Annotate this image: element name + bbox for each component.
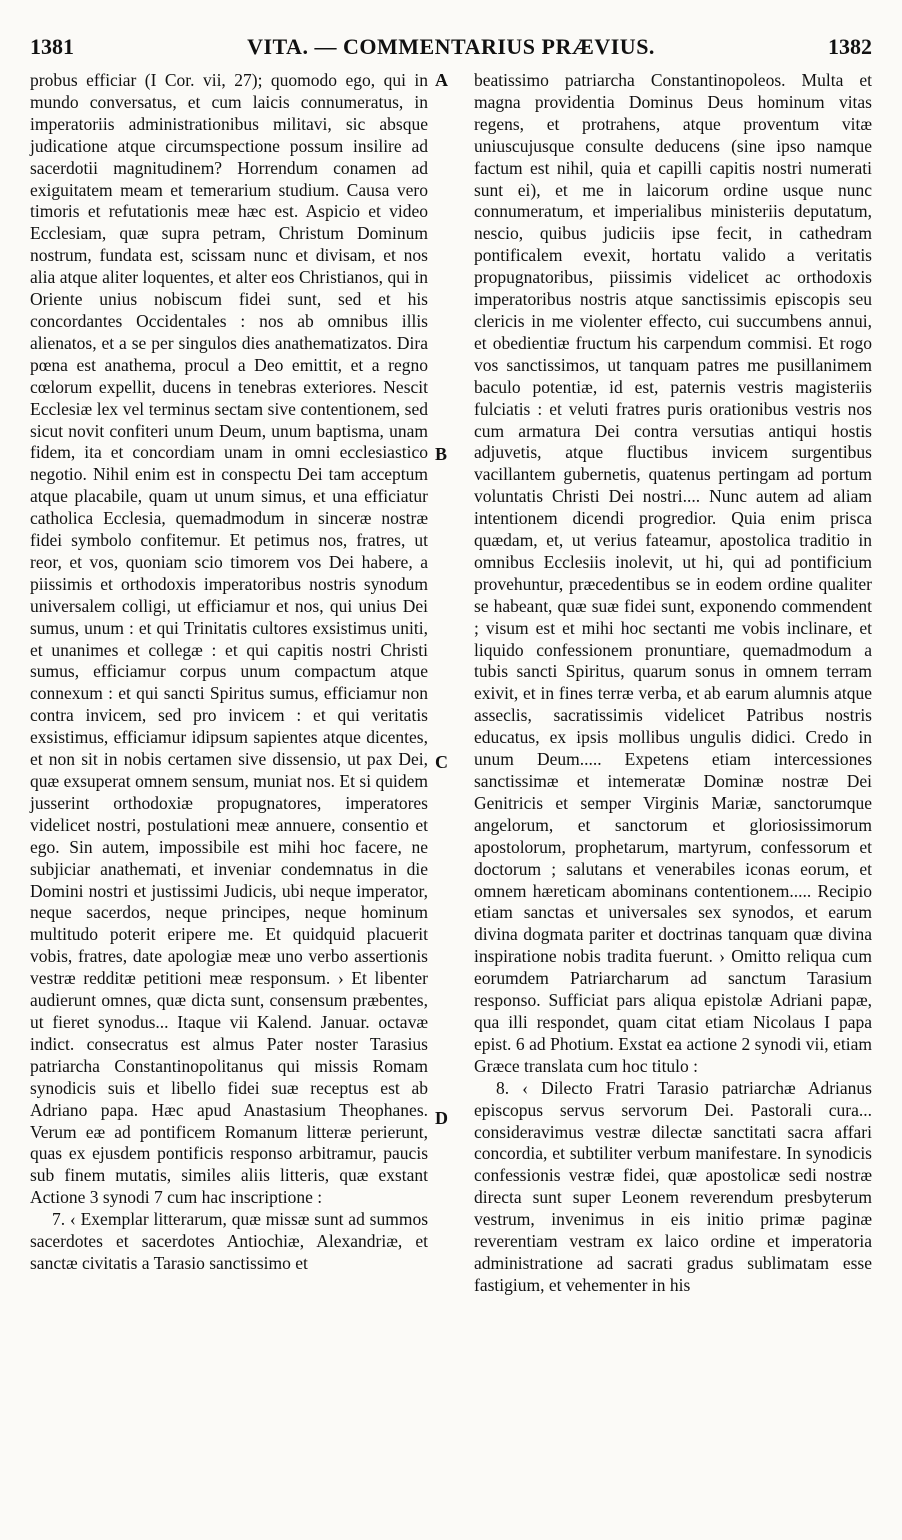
page-number-right: 1382 [828,34,872,59]
left-paragraph: 7. ‹ Exemplar litterarum, quæ missæ sunt ad summos sacerdotes et sacerdotes Antiochiæ, Alexandriæ, et sanctæ civitatis a Tarasio sanctissimo et [30,1209,428,1273]
right-paragraph: 8. ‹ Dilecto Fratri Tarasio patriarchæ Adrianus episcopus servus servorum Dei. Pastorali cura... consideravimus vestræ dilectæ sanctitati sacra affari concordia, et subtiliter verbum manifestare. In synodicis confessionis vestræ fidei, quæ apostolicæ sedi nostræ directa sunt super Leonem reverendum presbyterum vestrum, invenimus in eis initio primæ paginæ reverentiam vestram ex laico ordine et imperatoria administratione ad sacrati gradus sublimatam esse fastigium, et vehementer in his [474,1077,872,1295]
margin-marker-b: B [435,444,448,464]
left-paragraph: probus efficiar (I Cor. vii, 27); quomodo ego, qui in mundo conversatus, et cum laicis connumeratus, in imperatoriis administrationibus militavi, sic absque judicatione atque circumspectione possum insilire ad sacerdotii magnitudinem? Horrendum conamen ad exiguitatem meam et temerarium studium. Causa vero timoris et refutationis meæ hæc est. Aspicio et video Ecclesiam, quæ supra petram, Christum Dominum nostrum, fundata est, scissam nunc et divisam, et nos alia atque aliter loquentes, et alter eos Christianos, qui in Oriente unius nobiscum fidei sunt, sed et his concordantes Occidentales : nos ab omnibus illis alienatos, et a se per singulos dies anathematizatos. Dira pœna est anathema, procul a Deo emittit, et a regno cœlorum expellit, ducens in tenebras exteriores. Nescit Ecclesiæ lex vel terminus sectam sive contentionem, sed sicut novit confiteri unum Deum, unum baptisma, unam fidem, ita et concordiam unam in omni ecclesiastico negotio. Nihil enim est in conspectu Dei tam acceptum atque placabile, quam ut unum simus, et una efficiatur catholica Ecclesia, quemadmodum in sinceræ nostræ fidei symbolo confitemur. Et petimus nos, fratres, ut reor, et vos, quoniam scio timorem vos Dei habere, a piissimis et orthodoxis imperatoribus nostris synodum universalem colligi, ut efficiamur et nos, qui unius Dei sumus, unum : et qui Trinitatis cultores exsistimus uniti, et unanimes et collegæ : et qui capitis nostri Christi sumus, efficiamur corpus unum compactum atque connexum : et qui sancti Spiritus sumus, efficiamur non contra invicem, sed pro invicem : et qui veritatis exsistimus, efficiamur idipsum sapientes atque dicentes, et non sit in nobis certamen sive dissensio, ut pax Dei, quæ exsuperat omnem sensum, muniat nos. Et si quidem jusserint orthodoxiæ propugnatores, imperatores videlicet nostri, postulationi meæ annuere, consentio et ego. Sin autem, impossibile est mihi hoc facere, ne subjiciar anathemati, et inveniar condemnatus in die Domini nostri et justissimi Judicis, ubi neque imperator, neque sacerdos, neque principes, neque hominum multitudo poterit eripere me. Et quidquid placuerit vobis, fratres, date apologiæ meæ uno verbo assertionis vestræ redditæ petitioni meæ responsum. › Et libenter audierunt omnes, quæ dicta sunt, consensum præbentes, ut fieret synodus... Itaque vii Kalend. Januar. octavæ indict. consecratus est almus Pater noster Tarasius patriarcha Constantinopolitanus qui missis Romam synodicis suis et libello fidei suæ receptus est ab Adriano papa. Hæc apud Anastasium Theophanes. Verum eæ ad pontificem Romanum litteræ perierunt, quas ex ejusdem pontificis responso arbitramur, paucis sub finem mutatis, similes aliis litteris, quæ exstant Actione 3 synodi 7 cum hac inscriptione : [30,70,428,1208]
running-title: VITA. — COMMENTARIUS PRÆVIUS. [247,34,655,59]
margin-marker-c: C [435,752,448,772]
margin-marker-d: D [435,1108,448,1128]
left-column [30,70,428,1297]
margin-marker-a: A [435,70,448,90]
right-paragraph: beatissimo patriarcha Constantinopoleos. Multa et magna providentia Dominus Deus hominum vitas regens, et protrahens, atque proventum vitæ uniuscujusque consulte deducens (sine ipso namque factum est nihil, quia et capilli capitis nostri numerati sunt ei), et me in laicorum ordine usque nunc connumeratum, et imperialibus ministeriis deputatum, nescio, quibus judiciis ipse fecit, in cathedram pontificalem evexit, hortatu valido a veritatis propugnatoribus, piissimis videlicet ac orthodoxis imperatoribus nostris atque sanctissimis episcopis seu clericis in me violenter effecto, cui succumbens annui, et obedientiæ fructum his carpendum commisi. Et rogo vos sanctissimos, ut tanquam patres me pusillanimem baculo potentiæ, id est, paternis vestris magisteriis fulciatis : et veluti fratres puris orationibus vestris nos cum armatura Dei contra versutias antiqui hostis adjuvetis, atque fluctibus invicem surgentibus vacillantem gubernetis, quatenus pertingam ad portum voluntatis Christi Dei nostri.... Nunc autem ad aliam intentionem dicendi progredior. Quia enim prisca quædam, et, ut verius fateamur, apostolica traditio in omnibus Ecclesiis inolevit, ut hi, qui ad pontificium provehuntur, præcedentibus se in eodem ordine qualiter se habeant, quæ suæ fidei sunt, exponendo commendent ; visum est et mihi hoc sectanti me vobis inclinare, et liquido confessionem pronuntiare, quemadmodum a tubis sancti Spiritus, quarum sonus in omnem terram exivit, et in fines terræ verba, et ab earum alumnis atque asseclis, sacratissimis videlicet Patribus nostris educatus, ex ipsis mollibus ungulis didici. Credo in unum Deum..... Expetens etiam intercessiones sanctissimæ et intemeratæ Dominæ nostræ Dei Genitricis et semper Virginis Mariæ, sanctorumque angelorum, et sanctorum et gloriosissimorum apostolorum, prophetarum, martyrum, confessorum et doctorum ; salutans et venerabiles iconas eorum, et omnem hæreticam abominans contentionem..... Recipio etiam sanctas et universales sex synodos, et earum divina dogmata pariter et doctrinas tanquam quæ divina inspiratione nobis tradita fuerunt. › Omitto reliqua cum eorumdem Patriarcharum ad sanctum Tarasium responso. Sufficiat pars aliqua epistolæ Adriani papæ, qua illi respondet, quam citat etiam Nicolaus I papa epist. 6 ad Photium. Exstat ea actione 2 synodi vii, etiam Græce translata cum hoc titulo : [474,70,872,1076]
running-header [30,34,872,64]
page-number-left: 1381 [30,34,74,59]
right-column [474,70,872,1297]
text-columns [30,70,872,1297]
